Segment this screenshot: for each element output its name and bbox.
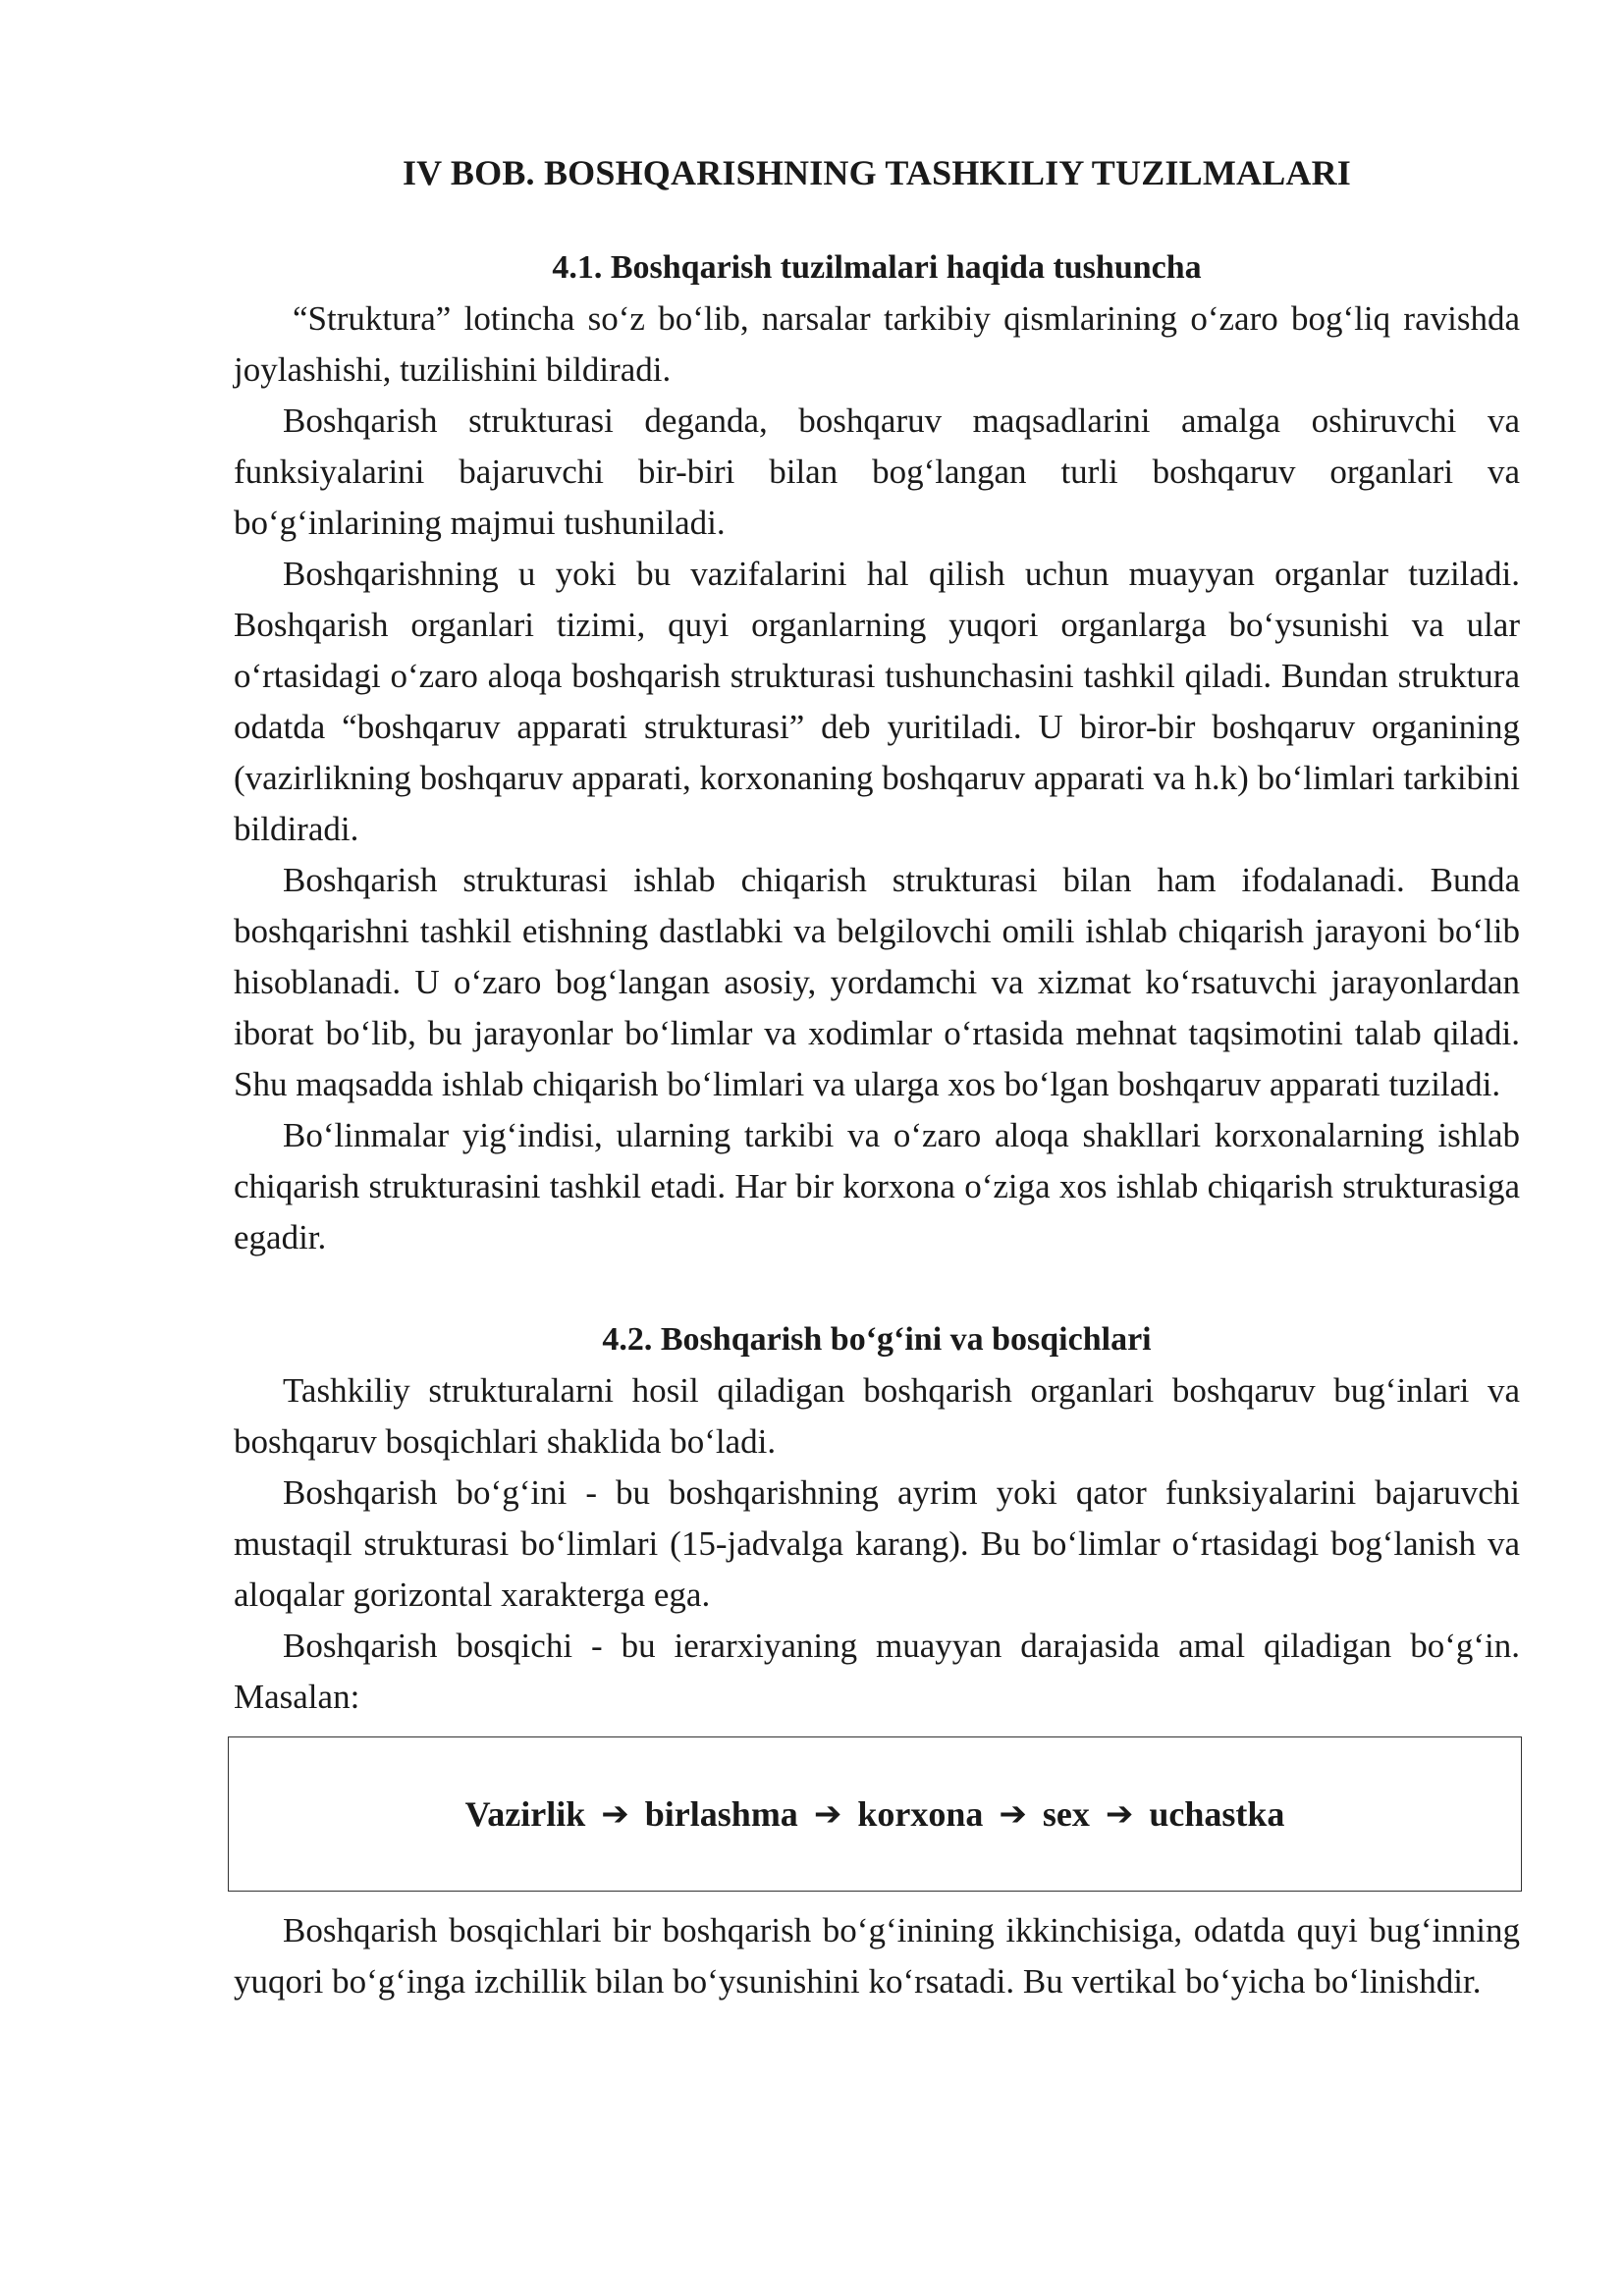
- section-title: 4.2. Boshqarish bo‘g‘ini va bosqichlari: [602, 1321, 1152, 1358]
- paragraph: Boshqarish strukturasi deganda, boshqaruv maqsadlarini amalga oshiruvchi va funksiyalarini bajaruvchi bir-biri bilan bog‘langan turli boshqaruv organlari va bo‘g‘inlarining majmui tushuniladi.: [234, 401, 1520, 542]
- paragraph: “Struktura” lotincha so‘z bo‘lib, narsalar tarkibiy qismlarining o‘zaro bog‘liq ravishda joylashishi, tuzilishini bildiradi.: [234, 299, 1520, 389]
- hierarchy-step: uchastka: [1149, 1794, 1285, 1834]
- section-spacer: [234, 1263, 1520, 1314]
- hierarchy-step: korxona: [857, 1794, 984, 1834]
- hierarchy-step: sex: [1042, 1794, 1090, 1834]
- right-arrow-icon: ➔: [1105, 1794, 1134, 1834]
- chapter-title: IV BOB. BOSHQARISHNING TASHKILIY TUZILMALARI: [402, 153, 1352, 192]
- right-arrow-icon: ➔: [813, 1794, 842, 1834]
- paragraph: Boshqarish bo‘g‘ini - bu boshqarishning ayrim yoki qator funksiyalarini bajaruvchi mustaqil strukturasi bo‘limlari (15-jadvalga karang). Bu bo‘limlar o‘rtasidagi bog‘lanish va aloqalar gorizontal xarakterga ega.: [234, 1473, 1520, 1614]
- paragraph: Boshqarish bosqichlari bir boshqarish bo‘g‘inining ikkinchisiga, odatda quyi bug‘inning yuqori bo‘g‘inga izchillik bilan bo‘ysunishini ko‘rsatadi. Bu vertikal bo‘yicha bo‘linishdir.: [234, 1911, 1520, 2001]
- paragraph: Boshqarish bosqichi - bu ierarxiyaning muayyan darajasida amal qiladigan bo‘g‘in. Masalan:: [234, 1627, 1520, 1716]
- right-arrow-icon: ➔: [601, 1794, 629, 1834]
- hierarchy-step: Vazirlik: [464, 1794, 586, 1834]
- paragraph: Tashkiliy strukturalarni hosil qiladigan boshqarish organlari boshqaruv bug‘inlari va boshqaruv bosqichlari shaklida bo‘ladi.: [234, 1371, 1520, 1461]
- hierarchy-box: [228, 1736, 1522, 1892]
- paragraph: Bo‘linmalar yig‘indisi, ularning tarkibi va o‘zaro aloqa shakllari korxonalarning ishlab chiqarish strukturasini tashkil etadi. Har bir korxona o‘ziga xos ishlab chiqarish strukturasiga egadir.: [234, 1116, 1520, 1256]
- hierarchy-step: birlashma: [644, 1794, 798, 1834]
- right-arrow-icon: ➔: [999, 1794, 1027, 1834]
- section-title: 4.1. Boshqarish tuzilmalari haqida tushuncha: [552, 249, 1202, 286]
- paragraph: Boshqarishning u yoki bu vazifalarini hal qilish uchun muayyan organlar tuziladi. Boshqarish organlari tizimi, quyi organlarning yuqori organlarga bo‘ysunishi va ular o‘rtasidagi o‘zaro aloqa boshqarish strukturasi tushunchasini tashkil qiladi. Bundan struktura odatda “boshqaruv apparati strukturasi” deb yuritiladi. U biror-bir boshqaruv organining (vazirlikning boshqaruv apparati, korxonaning boshqaruv apparati va h.k) bo‘limlari tarkibini bildiradi.: [234, 555, 1520, 848]
- paragraph: Boshqarish strukturasi ishlab chiqarish strukturasi bilan ham ifodalanadi. Bunda boshqarishni tashkil etishning dastlabki va belgilovchi omili ishlab chiqarish jarayoni bo‘lib hisoblanadi. U o‘zaro bog‘langan asosiy, yordamchi va xizmat ko‘rsatuvchi jarayonlardan iborat bo‘lib, bu jarayonlar bo‘limlar va xodimlar o‘rtasida mehnat taqsimotini talab qiladi. Shu maqsadda ishlab chiqarish bo‘limlari va ularga xos bo‘lgan boshqaruv apparati tuziladi.: [234, 861, 1520, 1103]
- document-page: [234, 147, 1520, 2007]
